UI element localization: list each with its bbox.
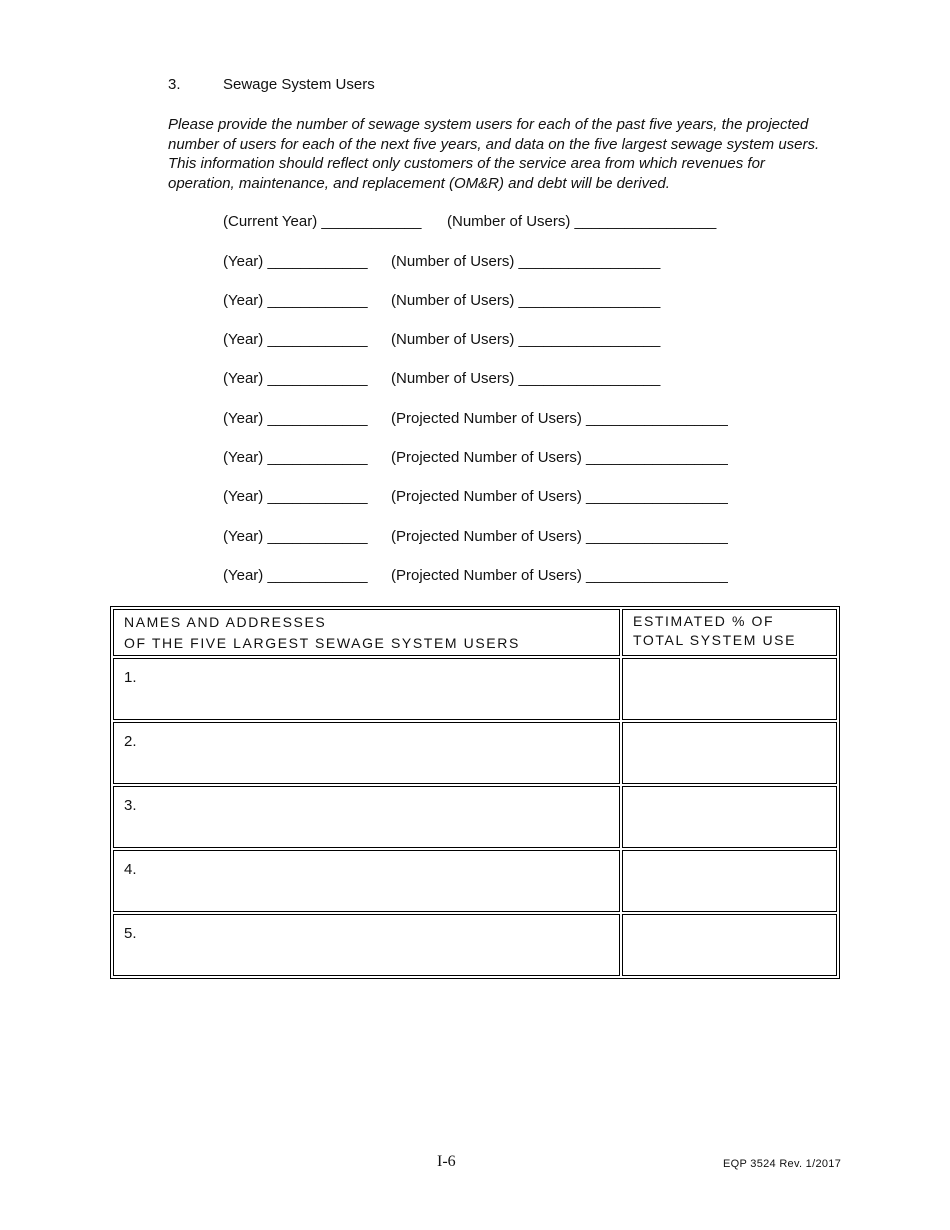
user-name-address-cell[interactable]: 1.: [113, 658, 620, 720]
user-name-address-cell[interactable]: 2.: [113, 722, 620, 784]
number-of-users-field[interactable]: (Number of Users) _________________: [391, 292, 661, 309]
year-field[interactable]: (Year) ____________: [223, 567, 368, 584]
table-row: [113, 786, 837, 848]
header-line: TOTAL SYSTEM USE: [633, 632, 797, 648]
projected-users-field[interactable]: (Projected Number of Users) _________________: [391, 528, 728, 545]
projected-users-field[interactable]: (Projected Number of Users) _________________: [391, 488, 728, 505]
table-row: [113, 722, 837, 784]
names-addresses-header: [113, 609, 620, 656]
year-field[interactable]: (Year) ____________: [223, 488, 368, 505]
year-field[interactable]: (Year) ____________: [223, 331, 368, 348]
percent-use-cell[interactable]: [622, 914, 837, 976]
year-field[interactable]: (Year) ____________: [223, 410, 368, 427]
estimated-percent-header: [622, 609, 837, 656]
page-number: I-6: [437, 1153, 456, 1170]
table-header-row: [113, 609, 837, 656]
header-line: NAMES AND ADDRESSES: [124, 614, 327, 630]
largest-users-table: [110, 606, 840, 979]
user-name-address-cell[interactable]: 4.: [113, 850, 620, 912]
projected-users-field[interactable]: (Projected Number of Users) _________________: [391, 449, 728, 466]
table-row: [113, 658, 837, 720]
number-of-users-field[interactable]: (Number of Users) _________________: [391, 331, 661, 348]
user-name-address-cell[interactable]: 3.: [113, 786, 620, 848]
number-of-users-field[interactable]: (Number of Users) _________________: [447, 213, 717, 230]
header-line: OF THE FIVE LARGEST SEWAGE SYSTEM USERS: [124, 635, 520, 651]
current-year-field[interactable]: (Current Year) ____________: [223, 213, 422, 230]
number-of-users-field[interactable]: (Number of Users) _________________: [391, 370, 661, 387]
year-field[interactable]: (Year) ____________: [223, 528, 368, 545]
projected-users-field[interactable]: (Projected Number of Users) _________________: [391, 567, 728, 584]
table-row: [113, 850, 837, 912]
percent-use-cell[interactable]: [622, 722, 837, 784]
percent-use-cell[interactable]: [622, 850, 837, 912]
number-of-users-field[interactable]: (Number of Users) _________________: [391, 253, 661, 270]
header-line: ESTIMATED % OF: [633, 613, 775, 629]
user-name-address-cell[interactable]: 5.: [113, 914, 620, 976]
instructions-text: Please provide the number of sewage system users for each of the past five years, the projected number of users for each of the next five years, and data on the five largest sewage system users. This information should reflect only customers of the service area from which revenues for operation, maintenance, and replacement (OM&R) and debt will be derived.: [168, 116, 820, 192]
section-number: 3.: [168, 76, 181, 93]
table-row: [113, 914, 837, 976]
year-field[interactable]: (Year) ____________: [223, 370, 368, 387]
percent-use-cell[interactable]: [622, 658, 837, 720]
percent-use-cell[interactable]: [622, 786, 837, 848]
year-field[interactable]: (Year) ____________: [223, 292, 368, 309]
section-title: Sewage System Users: [223, 76, 375, 93]
form-id: EQP 3524 Rev. 1/2017: [723, 1158, 842, 1170]
year-field[interactable]: (Year) ____________: [223, 253, 368, 270]
projected-users-field[interactable]: (Projected Number of Users) _________________: [391, 410, 728, 427]
year-field[interactable]: (Year) ____________: [223, 449, 368, 466]
